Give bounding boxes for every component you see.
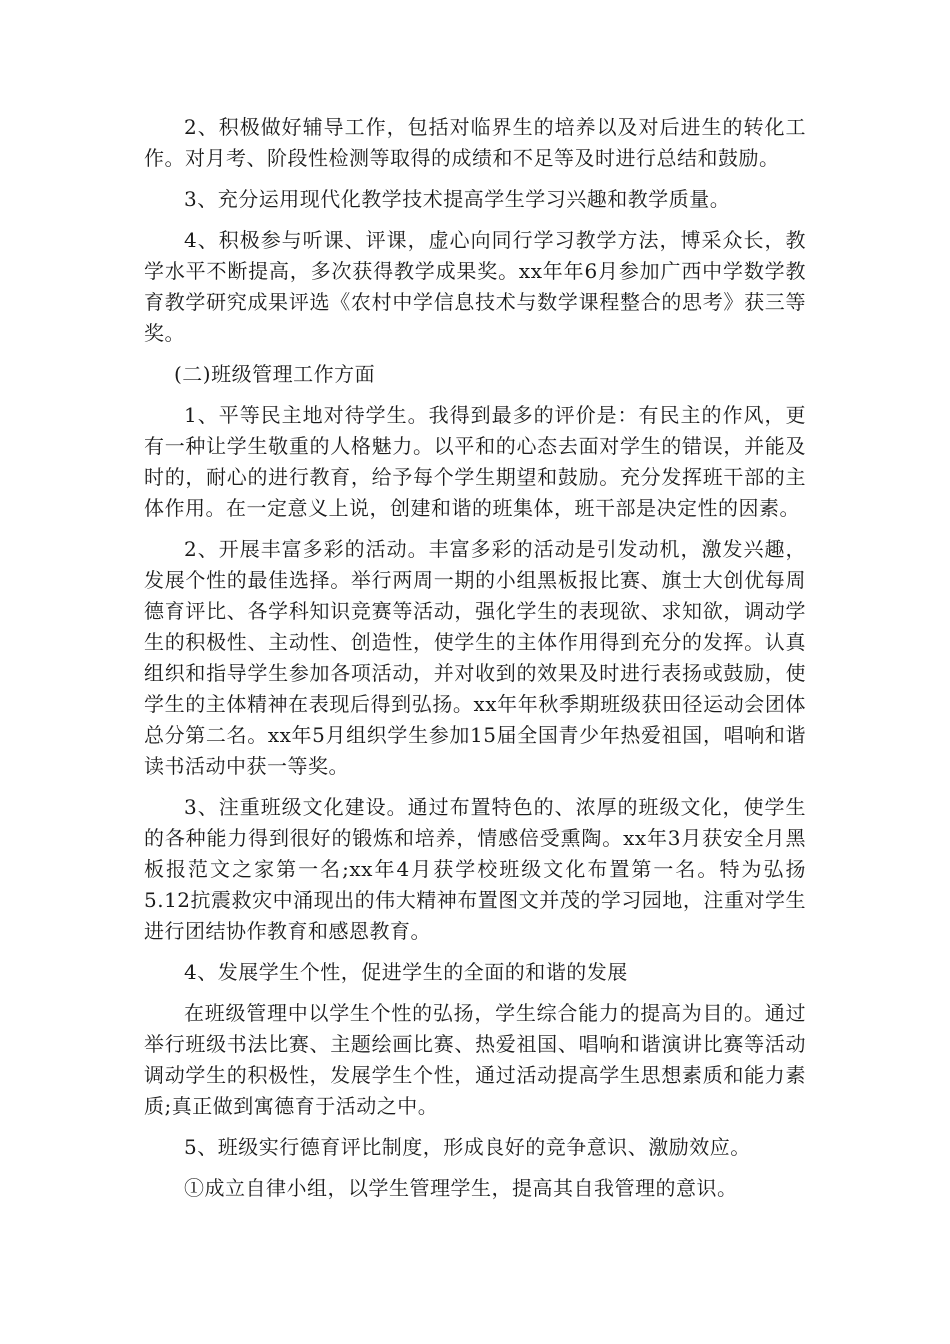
paragraph-self-discipline-group: ①成立自律小组，以学生管理学生，提高其自我管理的意识。 xyxy=(184,1176,738,1200)
paragraph-lesson-observation: 4、积极参与听课、评课，虚心向同行学习教学方法，博采众长，教学水平不断提高，多次获得教学成果奖。xx年年6月参加广西中学数学教育教学研究成果评选《农村中学信息技术与数学课程整合的思考》获三等奖。 xyxy=(144,228,806,345)
document-body xyxy=(144,112,806,1214)
paragraph-activities: 2、开展丰富多彩的活动。丰富多彩的活动是引发动机，激发兴趣，发展个性的最佳选择。举行两周一期的小组黑板报比赛、旗士大创优每周德育评比、各学科知识竞赛等活动，强化学生的表现欲、求知欲，调动学生的积极性、主动性、创造性，使学生的主体作用得到充分的发挥。认真组织和指导学生参加各项活动，并对收到的效果及时进行表扬或鼓励，使学生的主体精神在表现后得到弘扬。xx年年秋季期班级获田径运动会团体总分第二名。xx年5月组织学生参加15届全国青少年热爱祖国，唱响和谐读书活动中获一等奖。 xyxy=(144,537,806,778)
paragraph-personality-body: 在班级管理中以学生个性的弘扬，学生综合能力的提高为目的。通过举行班级书法比赛、主题绘画比赛、热爱祖国、唱响和谐演讲比赛等活动调动学生的积极性，发展学生个性，通过活动提高学生思想素质和能力素质;真正做到寓德育于活动之中。 xyxy=(144,1001,806,1118)
paragraph-tutoring: 2、积极做好辅导工作，包括对临界生的培养以及对后进生的转化工作。对月考、阶段性检测等取得的成绩和不足等及时进行总结和鼓励。 xyxy=(144,115,806,170)
paragraph-personality-heading: 4、发展学生个性，促进学生的全面的和谐的发展 xyxy=(184,960,628,984)
paragraph-class-culture: 3、注重班级文化建设。通过布置特色的、浓厚的班级文化，使学生的各种能力得到很好的锻炼和培养，情感倍受熏陶。xx年3月获安全月黑板报范文之家第一名;xx年4月获学校班级文化布置第一名。特为弘扬5.12抗震救灾中涌现出的伟大精神布置图文并茂的学习园地，注重对学生进行团结协作教育和感恩教育。 xyxy=(144,795,806,943)
paragraph-democratic-treatment: 1、平等民主地对待学生。我得到最多的评价是：有民主的作风，更有一种让学生敬重的人格魅力。以平和的心态去面对学生的错误，并能及时的，耐心的进行教育，给予每个学生期望和鼓励。充分发挥班干部的主体作用。在一定意义上说，创建和谐的班集体，班干部是决定性的因素。 xyxy=(144,403,806,520)
paragraph-moral-evaluation: 5、班级实行德育评比制度，形成良好的竞争意识、激励效应。 xyxy=(184,1135,751,1159)
paragraph-modern-teaching: 3、充分运用现代化教学技术提高学生学习兴趣和教学质量。 xyxy=(184,187,731,211)
section-heading-class-management: (二)班级管理工作方面 xyxy=(174,362,376,386)
